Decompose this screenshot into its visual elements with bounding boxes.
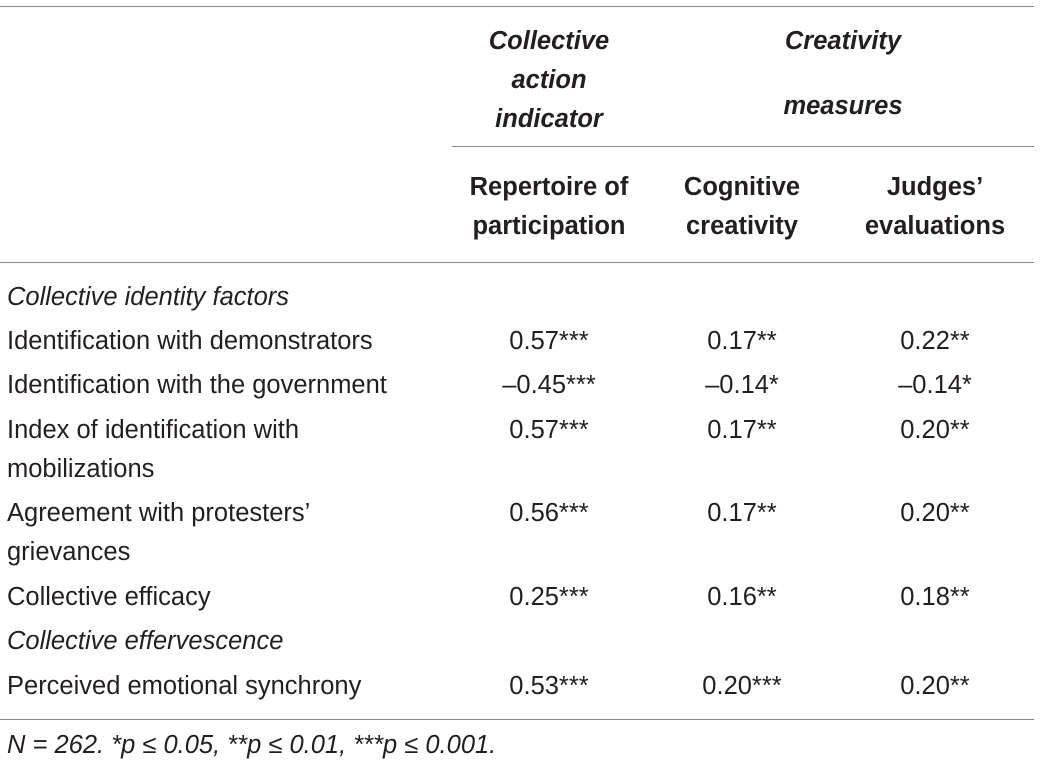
section-label: Collective identity factors — [7, 283, 290, 311]
label-line: grievances — [7, 538, 131, 566]
label-line: Index of identification with — [7, 416, 300, 444]
row-label: Identification with the government — [7, 371, 387, 399]
header-text-line: Cognitive — [683, 173, 801, 201]
cell-cognitive: –0.14* — [705, 371, 779, 399]
row-label: Collective efficacy — [7, 583, 211, 611]
cell-repertoire: 0.57*** — [509, 416, 589, 444]
column-header-repertoire — [452, 168, 646, 246]
table-footnote: N = 262. *p ≤ 0.05, **p ≤ 0.01, ***p ≤ 0.001. — [7, 731, 497, 759]
cell-cognitive: 0.17** — [707, 327, 777, 355]
row-label — [7, 494, 447, 572]
cell-repertoire: 0.57*** — [509, 327, 589, 355]
cell-repertoire: –0.45*** — [502, 371, 596, 399]
header-text-line: Repertoire of — [469, 173, 629, 201]
cell-cognitive: 0.20*** — [702, 672, 782, 700]
header-text-line: Creativity — [784, 27, 902, 55]
header-creativity-measures — [652, 22, 1034, 126]
header-text-line: evaluations — [864, 212, 1006, 240]
header-text-line: indicator — [495, 105, 603, 133]
section-label: Collective effervescence — [7, 627, 284, 655]
header-text-line: Judges’ — [886, 173, 984, 201]
row-label: Perceived emotional synchrony — [7, 672, 362, 700]
header-text-line: measures — [783, 92, 903, 120]
cell-repertoire: 0.53*** — [509, 672, 589, 700]
label-line: Agreement with protesters’ — [7, 499, 311, 527]
table-top-rule — [0, 6, 1034, 7]
row-label: Identification with demonstrators — [7, 327, 373, 355]
row-label — [7, 411, 447, 489]
header-text-line: Collective — [488, 27, 610, 55]
header-text-line: participation — [472, 212, 626, 240]
cell-judges: 0.22** — [900, 327, 970, 355]
header-text-line: action — [511, 66, 587, 94]
header-collective-action-indicator — [452, 22, 646, 139]
header-bottom-rule — [0, 262, 1034, 263]
cell-judges: 0.20** — [900, 499, 970, 527]
column-header-judges — [836, 168, 1034, 246]
label-line: mobilizations — [7, 455, 155, 483]
cell-cognitive: 0.17** — [707, 499, 777, 527]
cell-judges: 0.18** — [900, 583, 970, 611]
column-header-cognitive — [652, 168, 832, 246]
cell-repertoire: 0.56*** — [509, 499, 589, 527]
creativity-span-rule — [452, 146, 1034, 147]
cell-judges: 0.20** — [900, 672, 970, 700]
cell-judges: –0.14* — [898, 371, 972, 399]
header-text-line: creativity — [686, 212, 798, 240]
table-bottom-rule — [0, 719, 1034, 720]
cell-judges: 0.20** — [900, 416, 970, 444]
cell-cognitive: 0.16** — [707, 583, 777, 611]
cell-cognitive: 0.17** — [707, 416, 777, 444]
cell-repertoire: 0.25*** — [509, 583, 589, 611]
